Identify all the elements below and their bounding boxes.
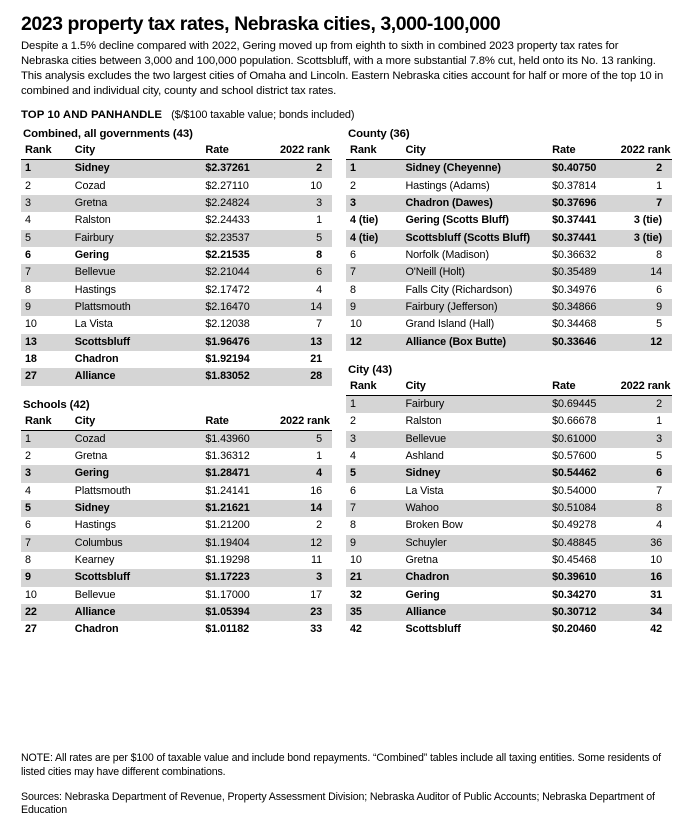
cell-rank: 13	[21, 334, 71, 351]
table-row	[346, 535, 672, 552]
cell-2022-rank: 6	[617, 465, 672, 482]
cell-2022-rank: 12	[276, 535, 332, 552]
col-header-rate: Rate	[201, 414, 276, 431]
table-row	[346, 195, 672, 212]
table-title-combined: Combined, all governments (43)	[23, 128, 193, 141]
cell-city: Bellevue	[71, 264, 202, 281]
cell-2022-rank: 13	[276, 334, 332, 351]
cell-city: Falls City (Richardson)	[405, 283, 513, 296]
col-header-rate: Rate	[548, 379, 616, 396]
table-row	[21, 483, 332, 500]
table-row	[346, 552, 672, 569]
cell-city: Gering	[405, 588, 440, 601]
cell-rank: 6	[25, 519, 31, 532]
cell-rate: $0.39610	[548, 569, 616, 586]
cell-rate: $1.43960	[201, 430, 276, 448]
cell-rate: $0.66678	[552, 415, 597, 428]
table-row	[21, 569, 332, 586]
cell-rank: 9	[346, 535, 401, 552]
cell-2022-rank: 34	[617, 604, 672, 621]
cell-rank: 8	[25, 283, 31, 296]
cell-2022-rank: 7	[316, 318, 323, 331]
table-row	[21, 247, 332, 264]
cell-rank: 4	[25, 484, 31, 497]
table-row	[21, 160, 332, 178]
cell-rank: 3	[21, 195, 71, 212]
cell-rank: 9	[21, 569, 71, 586]
cell-2022-rank: 5	[656, 318, 662, 331]
cell-rank: 6	[350, 249, 356, 262]
cell-city: La Vista	[74, 318, 113, 331]
cell-rate: $0.37696	[548, 195, 616, 212]
table-row	[21, 299, 332, 316]
cell-rank: 7	[21, 264, 71, 281]
table-row	[21, 430, 332, 448]
cell-2022-rank: 5	[276, 230, 332, 247]
cell-rate: $1.17223	[201, 569, 276, 586]
cell-rate: $0.20460	[552, 623, 597, 636]
table-row	[346, 431, 672, 448]
cell-2022-rank: 5	[656, 450, 662, 463]
cell-rank: 9	[346, 299, 401, 316]
table-row	[346, 299, 672, 316]
cell-rank: 1	[346, 160, 401, 178]
table-row	[346, 483, 672, 500]
cell-2022-rank: 17	[310, 588, 323, 601]
table-row	[346, 621, 672, 638]
cell-rate: $1.21200	[205, 519, 250, 532]
cell-city: Alliance (Box Butte)	[401, 334, 548, 351]
cell-city: Sidney	[71, 160, 202, 178]
col-header-2022-rank: 2022 rank	[617, 379, 672, 396]
table-body-county	[346, 160, 672, 351]
table-row	[21, 316, 332, 333]
right-column	[346, 128, 672, 651]
cell-city: Alliance	[71, 368, 202, 385]
cell-rate: $0.33646	[548, 334, 616, 351]
cell-city: Gering	[71, 465, 202, 482]
cell-2022-rank: 8	[316, 249, 323, 262]
cell-city: Chadron (Dawes)	[401, 195, 548, 212]
cell-2022-rank: 10	[310, 179, 323, 192]
cell-city: Gering (Scotts Bluff)	[405, 214, 509, 227]
cell-2022-rank: 3 (tie)	[617, 230, 672, 247]
cell-rank: 42	[350, 623, 362, 636]
cell-city: Columbus	[71, 535, 202, 552]
table-title-county: County (36)	[348, 128, 410, 141]
cell-2022-rank: 3 (tie)	[633, 214, 662, 227]
table-row	[346, 569, 672, 586]
cell-city: Sidney	[71, 500, 202, 517]
cell-2022-rank: 4	[656, 519, 662, 532]
table-row	[21, 500, 332, 517]
cell-rank: 2	[25, 179, 31, 192]
cell-2022-rank: 3	[617, 431, 672, 448]
cell-rank: 21	[346, 569, 401, 586]
cell-rate: $1.17000	[205, 588, 250, 601]
cell-2022-rank: 7	[617, 195, 672, 212]
cell-city: Sidney (Cheyenne)	[401, 160, 548, 178]
cell-rank: 4	[25, 214, 31, 227]
cell-rank: 7	[346, 500, 401, 517]
table-row	[21, 368, 332, 385]
cell-rank: 4 (tie)	[346, 230, 401, 247]
table-header-row	[21, 143, 332, 160]
cell-2022-rank: 1	[316, 450, 323, 463]
table-row	[346, 160, 672, 178]
table-combined	[21, 143, 332, 385]
cell-rate: $0.54000	[552, 484, 597, 497]
table-row	[21, 212, 332, 229]
cell-rank: 27	[21, 368, 71, 385]
cell-rate: $0.40750	[548, 160, 616, 178]
cell-rate: $1.01182	[205, 623, 250, 636]
table-block-schools	[21, 399, 332, 639]
cell-rate: $1.24141	[205, 484, 250, 497]
cell-rate: $0.51084	[548, 500, 616, 517]
table-row	[21, 264, 332, 281]
col-header-rate: Rate	[548, 143, 616, 160]
cell-rank: 6	[25, 249, 31, 262]
table-row	[346, 247, 672, 264]
table-block-county	[346, 128, 672, 351]
cell-rate: $0.61000	[548, 431, 616, 448]
cell-2022-rank: 2	[316, 519, 323, 532]
cell-rank: 5	[21, 230, 71, 247]
cell-rank: 9	[21, 299, 71, 316]
cell-city: Gretna	[71, 195, 202, 212]
cell-city: Grand Island (Hall)	[405, 318, 495, 331]
footnotes	[21, 752, 671, 818]
table-county	[346, 143, 672, 351]
cell-rate: $0.54462	[548, 465, 616, 482]
table-row	[346, 230, 672, 247]
cell-rank: 5	[21, 500, 71, 517]
cell-rank: 8	[350, 519, 356, 532]
cell-rank: 7	[346, 264, 401, 281]
table-row	[21, 448, 332, 465]
table-row	[346, 282, 672, 299]
table-header-row	[346, 379, 672, 396]
table-row	[21, 552, 332, 569]
cell-rate: $0.34976	[552, 283, 597, 296]
cell-rank: 6	[350, 484, 356, 497]
cell-rate: $1.21621	[201, 500, 276, 517]
cell-city: Bellevue	[401, 431, 548, 448]
cell-rank: 1	[21, 430, 71, 448]
cell-rate: $2.16470	[201, 299, 276, 316]
cell-city: Ralston	[74, 214, 111, 227]
cell-rate: $2.27110	[205, 179, 249, 192]
table-row	[21, 195, 332, 212]
cell-city: Hastings (Adams)	[405, 179, 490, 192]
cell-2022-rank: 14	[276, 500, 332, 517]
cell-2022-rank: 42	[650, 623, 662, 636]
table-row	[21, 351, 332, 368]
cell-city: Scottsbluff	[71, 569, 202, 586]
table-row	[21, 178, 332, 195]
cell-city: Cozad	[74, 179, 106, 192]
cell-city: O'Neill (Holt)	[401, 264, 548, 281]
cell-2022-rank: 4	[276, 465, 332, 482]
cell-city: Hastings	[74, 283, 116, 296]
cell-2022-rank: 23	[276, 604, 332, 621]
cell-rate: $2.17472	[205, 283, 250, 296]
table-row	[346, 517, 672, 534]
cell-rank: 2	[350, 179, 356, 192]
cell-city: Chadron	[74, 353, 119, 366]
cell-rate: $1.19404	[201, 535, 276, 552]
col-header-city: City	[71, 143, 202, 160]
cell-rate: $0.69445	[548, 396, 616, 414]
cell-city: Alliance	[401, 604, 548, 621]
cell-rank: 2	[25, 450, 31, 463]
table-block-city	[346, 364, 672, 639]
cell-2022-rank: 7	[656, 484, 662, 497]
cell-2022-rank: 8	[617, 500, 672, 517]
table-row	[21, 604, 332, 621]
cell-rank: 8	[350, 283, 356, 296]
table-row	[21, 621, 332, 638]
table-body-combined	[21, 160, 332, 386]
cell-city: Kearney	[74, 554, 115, 567]
cell-rank: 4	[350, 450, 356, 463]
cell-city: Broken Bow	[405, 519, 463, 532]
cell-rate: $0.36632	[552, 249, 597, 262]
cell-rate: $0.34866	[548, 299, 616, 316]
cell-2022-rank: 14	[276, 299, 332, 316]
table-row	[346, 316, 672, 333]
cell-rank: 1	[21, 160, 71, 178]
cell-2022-rank: 33	[310, 623, 323, 636]
cell-rate: $2.21044	[201, 264, 276, 281]
cell-2022-rank: 2	[617, 396, 672, 414]
cell-city: Wahoo	[401, 500, 548, 517]
table-row	[21, 517, 332, 534]
cell-rate: $0.37441	[548, 230, 616, 247]
cell-2022-rank: 9	[617, 299, 672, 316]
col-header-rank: Rank	[346, 143, 401, 160]
cell-rate: $0.30712	[548, 604, 616, 621]
cell-rate: $2.21535	[205, 249, 250, 262]
cell-rate: $2.23537	[201, 230, 276, 247]
cell-city: Sidney	[401, 465, 548, 482]
left-column	[21, 128, 332, 651]
cell-city: Ashland	[405, 450, 444, 463]
cell-2022-rank: 5	[276, 430, 332, 448]
table-title-schools: Schools (42)	[23, 398, 90, 411]
kicker-label: TOP 10 AND PANHANDLE	[21, 109, 163, 122]
cell-2022-rank: 8	[656, 249, 662, 262]
cell-2022-rank: 31	[650, 588, 662, 601]
cell-2022-rank: 2	[617, 160, 672, 178]
cell-city: Chadron	[74, 623, 119, 636]
table-row	[21, 465, 332, 482]
cell-2022-rank: 11	[311, 554, 323, 567]
table-row	[346, 500, 672, 517]
table-row	[21, 587, 332, 604]
cell-city: Fairbury	[401, 396, 548, 414]
cell-rate: $2.12038	[205, 318, 250, 331]
cell-city: Cozad	[71, 430, 202, 448]
cell-rate: $2.24824	[201, 195, 276, 212]
cell-rank: 10	[350, 554, 362, 567]
table-row	[346, 604, 672, 621]
table-row	[21, 334, 332, 351]
table-row	[346, 264, 672, 281]
col-header-rank: Rank	[21, 143, 71, 160]
cell-rate: $0.37441	[552, 214, 597, 227]
table-row	[346, 448, 672, 465]
cell-city: La Vista	[405, 484, 444, 497]
cell-city: Schuyler	[401, 535, 548, 552]
cell-rate: $0.48845	[548, 535, 616, 552]
cell-rank: 22	[21, 604, 71, 621]
cell-rate: $0.34270	[552, 588, 597, 601]
cell-2022-rank: 6	[656, 283, 662, 296]
cell-rate: $1.05394	[201, 604, 276, 621]
cell-city: Alliance	[71, 604, 202, 621]
table-row	[21, 535, 332, 552]
cell-2022-rank: 6	[276, 264, 332, 281]
cell-2022-rank: 1	[316, 214, 323, 227]
cell-2022-rank: 16	[617, 569, 672, 586]
table-row	[346, 465, 672, 482]
col-header-city: City	[401, 143, 548, 160]
cell-rate: $0.37814	[552, 179, 597, 192]
cell-rank: 10	[25, 318, 37, 331]
cell-rate: $0.34468	[552, 318, 597, 331]
cell-rank: 3	[21, 465, 71, 482]
cell-city: Plattsmouth	[74, 484, 131, 497]
cell-rate: $1.19298	[205, 554, 250, 567]
col-header-rank: Rank	[346, 379, 401, 396]
table-body-city	[346, 396, 672, 639]
cell-rank: 10	[25, 588, 37, 601]
cell-rate: $0.45468	[552, 554, 597, 567]
col-header-2022-rank: 2022 rank	[276, 143, 332, 160]
col-header-2022-rank: 2022 rank	[276, 414, 332, 431]
cell-2022-rank: 14	[617, 264, 672, 281]
cell-rate: $0.35489	[548, 264, 616, 281]
cell-city: Scottsbluff	[71, 334, 202, 351]
cell-rate: $2.24433	[205, 214, 250, 227]
cell-rate: $1.36312	[205, 450, 250, 463]
cell-city: Plattsmouth	[71, 299, 202, 316]
cell-city: Norfolk (Madison)	[405, 249, 489, 262]
kicker-subtitle: ($/$100 taxable value; bonds included)	[171, 109, 355, 122]
table-block-combined	[21, 128, 332, 385]
table-row	[346, 396, 672, 414]
cell-2022-rank: 3	[276, 195, 332, 212]
cell-rank: 7	[21, 535, 71, 552]
table-title-city: City (43)	[348, 364, 393, 377]
cell-city: Fairbury (Jefferson)	[401, 299, 548, 316]
page-title: 2023 property tax rates, Nebraska cities, 3,000-100,000	[21, 13, 501, 35]
col-header-city: City	[71, 414, 202, 431]
table-body-schools	[21, 430, 332, 638]
cell-city: Ralston	[405, 415, 442, 428]
cell-city: Bellevue	[74, 588, 116, 601]
cell-rate: $2.37261	[201, 160, 276, 178]
cell-2022-rank: 21	[310, 353, 323, 366]
col-header-city: City	[401, 379, 548, 396]
cell-rank: 32	[350, 588, 362, 601]
cell-2022-rank: 28	[276, 368, 332, 385]
note-text: NOTE: All rates are per $100 of taxable value and include bond repayments. “Combined” tables include all taxing entities. Some residents of listed cities may have different combinations.	[21, 752, 661, 778]
table-row	[21, 230, 332, 247]
table-header-row	[21, 414, 332, 431]
cell-rank: 27	[25, 623, 37, 636]
cell-2022-rank: 1	[656, 415, 662, 428]
cell-rank: 1	[346, 396, 401, 414]
cell-2022-rank: 2	[276, 160, 332, 178]
cell-2022-rank: 1	[656, 179, 662, 192]
cell-rank: 12	[346, 334, 401, 351]
table-row	[346, 413, 672, 430]
table-header-row	[346, 143, 672, 160]
cell-rank: 18	[25, 353, 37, 366]
cell-rank: 10	[350, 318, 362, 331]
cell-2022-rank: 3	[276, 569, 332, 586]
table-row	[346, 587, 672, 604]
sources-text: Sources: Nebraska Department of Revenue, Property Assessment Division; Nebraska Auditor of Public Accounts; Nebraska Department of Education	[21, 790, 655, 817]
cell-city: Gretna	[74, 450, 108, 463]
table-schools	[21, 414, 332, 639]
cell-city: Hastings	[74, 519, 116, 532]
cell-rate: $1.92194	[205, 353, 250, 366]
cell-rate: $0.57600	[552, 450, 597, 463]
cell-2022-rank: 16	[310, 484, 323, 497]
table-city	[346, 379, 672, 639]
table-row	[346, 212, 672, 229]
table-row	[346, 334, 672, 351]
cell-city: Scottsbluff (Scotts Bluff)	[401, 230, 548, 247]
cell-rank: 3	[346, 195, 401, 212]
cell-rank: 5	[346, 465, 401, 482]
cell-2022-rank: 10	[650, 554, 662, 567]
cell-rate: $1.28471	[201, 465, 276, 482]
tables-columns	[21, 128, 672, 651]
cell-2022-rank: 12	[617, 334, 672, 351]
cell-2022-rank: 36	[617, 535, 672, 552]
table-row	[346, 178, 672, 195]
col-header-2022-rank: 2022 rank	[617, 143, 672, 160]
cell-rate: $0.49278	[552, 519, 597, 532]
cell-2022-rank: 4	[316, 283, 323, 296]
kicker-row	[21, 109, 672, 121]
cell-rank: 3	[346, 431, 401, 448]
deck-paragraph: Despite a 1.5% decline compared with 2022, Gering moved up from eighth to sixth in combined 2023 property tax rates for Nebraska cities between 3,000 and 100,000 population. Scottsbluff, with a more substantial 7.8% cut, held onto its No. 13 ranking. This analysis excludes the two largest cities of Omaha and Lincoln. Eastern Nebraska cities account for half or more of the top 10 in combined and individual city, county and school district tax rates.	[21, 39, 664, 97]
cell-rank: 8	[25, 554, 31, 567]
cell-city: Chadron	[401, 569, 548, 586]
cell-city: Gretna	[405, 554, 438, 567]
cell-city: Gering	[74, 249, 109, 262]
cell-city: Fairbury	[71, 230, 202, 247]
cell-city: Scottsbluff	[405, 623, 461, 636]
cell-rank: 2	[350, 415, 356, 428]
cell-rate: $1.83052	[201, 368, 276, 385]
col-header-rank: Rank	[21, 414, 71, 431]
col-header-rate: Rate	[201, 143, 276, 160]
cell-rank: 4 (tie)	[350, 214, 379, 227]
cell-rate: $1.96476	[201, 334, 276, 351]
table-row	[21, 282, 332, 299]
cell-rank: 35	[346, 604, 401, 621]
